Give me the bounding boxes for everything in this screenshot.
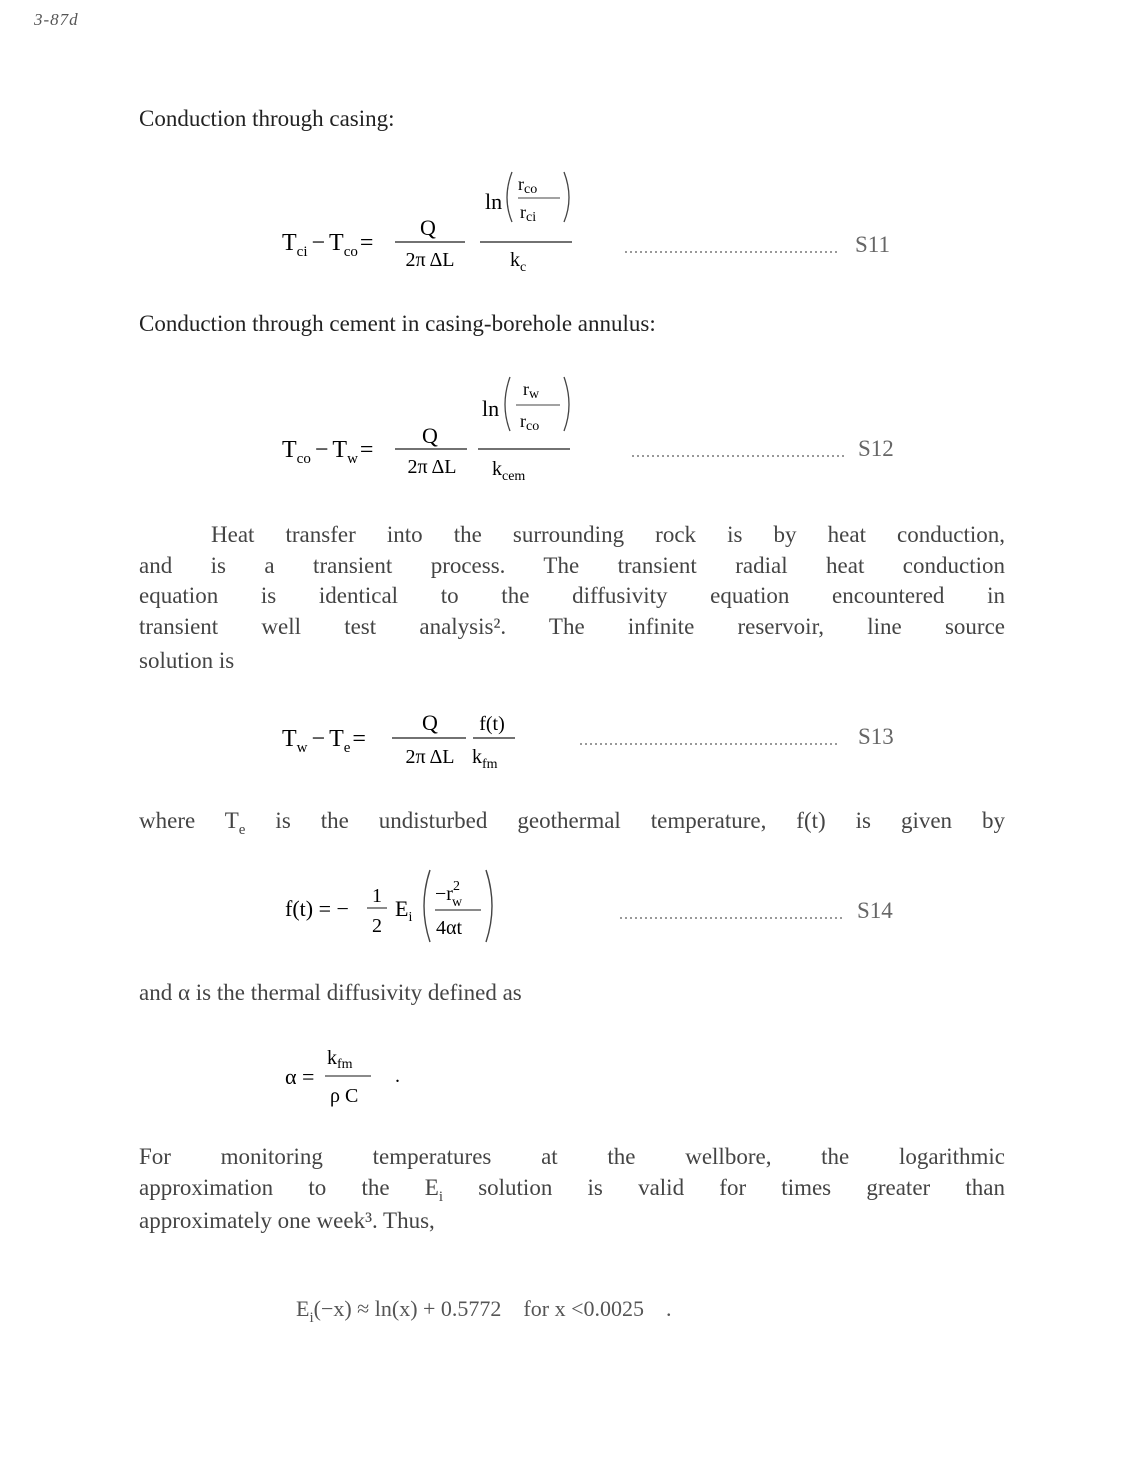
paragraph-where-te: [139, 806, 1005, 840]
eq-s14-arg-num: $-r^2$ w: [435, 879, 463, 910]
paragraph-heat-transfer: [139, 520, 1005, 642]
equation-alpha: [285, 1038, 435, 1113]
eq-alpha-tail: .: [395, 1065, 400, 1087]
eq-approx-rest: (−x) ≈ ln(x) + 0.5772 for x <0.0025 .: [313, 1296, 672, 1321]
equation-s11-graphic: [280, 160, 905, 285]
eq-s12-lhs: $T_{co} - T_w=$: [282, 437, 374, 467]
paragraph-alpha-definition: and α is the thermal diffusivity defined as: [139, 980, 522, 1005]
eq-s11-denominator: 2π ΔL: [405, 249, 455, 271]
paragraph-line: transient well test analysis². The infinite reservoir, line source: [139, 613, 1005, 639]
paragraph-line: For monitoring temperatures at the wellbore, the logarithmic: [139, 1144, 1005, 1169]
paragraph-line: [139, 806, 1005, 840]
paragraph-line: and is a transient process. The transient radial heat conduction: [139, 552, 1005, 578]
eq-s13-label: S13: [858, 724, 894, 749]
equation-approximation: [285, 1270, 672, 1326]
paragraph-monitoring: [139, 1142, 1005, 1237]
paragraph-line: approximately one week³. Thus,: [139, 1208, 435, 1233]
paragraph-line-end: solution is: [139, 648, 235, 673]
eq-s12-right-paren: [564, 377, 569, 431]
text-subscript: i: [438, 1188, 443, 1205]
eq-s12-ratio-den: rco: [520, 411, 540, 434]
eq-s14-ei: $E_i$: [395, 896, 413, 925]
eq-s11-left-paren: [507, 172, 512, 222]
eq-s13-denominator: 2π ΔL: [405, 746, 455, 768]
text-subscript: e: [238, 822, 246, 838]
eq-s14-label: S14: [857, 898, 893, 923]
text-run: where T: [139, 808, 239, 833]
eq-s14-lhs: f(t) = −: [285, 896, 349, 921]
equation-s13-graphic: [280, 700, 905, 785]
equation-alpha-graphic: [285, 1038, 435, 1113]
eq-approx-sub: i: [309, 1310, 314, 1326]
eq-s11-ratio-num: rco: [518, 174, 538, 197]
eq-s11-ln: ln: [485, 189, 503, 214]
eq-s11-numerator: Q: [420, 215, 436, 240]
eq-alpha-num: $k_{fm}$: [327, 1047, 353, 1072]
paragraph-line: equation is identical to the diffusivity equation encountered in: [139, 583, 1005, 608]
text-run: is the undisturbed geothermal temperature, f(t) is given by: [245, 808, 1006, 833]
equation-s12-graphic: [280, 365, 905, 490]
eq-approx-e: E: [296, 1296, 310, 1321]
eq-s12-ln: ln: [482, 396, 500, 421]
eq-s13-numerator: Q: [422, 710, 438, 735]
equation-s14: [285, 860, 905, 950]
section-heading-casing: Conduction through casing:: [139, 106, 395, 131]
eq-s11-ratio-den: rci: [520, 202, 537, 225]
eq-s12-k: $k_{cem}$: [492, 458, 526, 484]
eq-alpha-den: ρ C: [330, 1085, 359, 1107]
eq-s11-label: S11: [855, 232, 890, 257]
text-run: solution is valid for times greater than: [442, 1174, 1005, 1200]
eq-s14-half-den: 2: [372, 915, 382, 937]
eq-s11-k: $k_c$: [510, 249, 527, 275]
eq-s14-right-paren: [486, 870, 492, 942]
eq-s12-numerator: Q: [422, 423, 438, 448]
equation-s11: [280, 160, 905, 285]
eq-s14-left-paren: [424, 870, 430, 942]
eq-s12-label: S12: [858, 436, 894, 461]
equation-s12: [280, 365, 905, 490]
text-run: approximation to the E: [139, 1174, 439, 1200]
page-identifier: 3-87d: [34, 10, 79, 29]
eq-s12-denominator: 2π ΔL: [407, 456, 457, 478]
eq-alpha-lhs: α =: [285, 1064, 315, 1089]
eq-s14-arg-den: 4αt: [436, 917, 463, 939]
eq-s14-half-num: 1: [372, 885, 382, 907]
paragraph-line: [139, 1173, 1005, 1207]
eq-s13-lhs: $T_w - T_e=$: [282, 726, 366, 756]
equation-s14-graphic: [285, 860, 905, 950]
paragraph-line: Heat transfer into the surrounding rock is by heat conduction,: [211, 522, 1005, 547]
eq-s12-ratio-num: rw: [523, 379, 540, 402]
eq-s13-numerator-ft: f(t): [479, 713, 505, 735]
section-heading-cement: Conduction through cement in casing-borehole annulus:: [139, 311, 656, 336]
equation-s13: [280, 700, 905, 785]
eq-s13-k: $k_{fm}$: [472, 746, 498, 772]
eq-s12-left-paren: [505, 377, 510, 431]
eq-s11-right-paren: [564, 172, 569, 222]
eq-s11-lhs: $T_{ci} - T_{co}=$: [282, 230, 374, 260]
